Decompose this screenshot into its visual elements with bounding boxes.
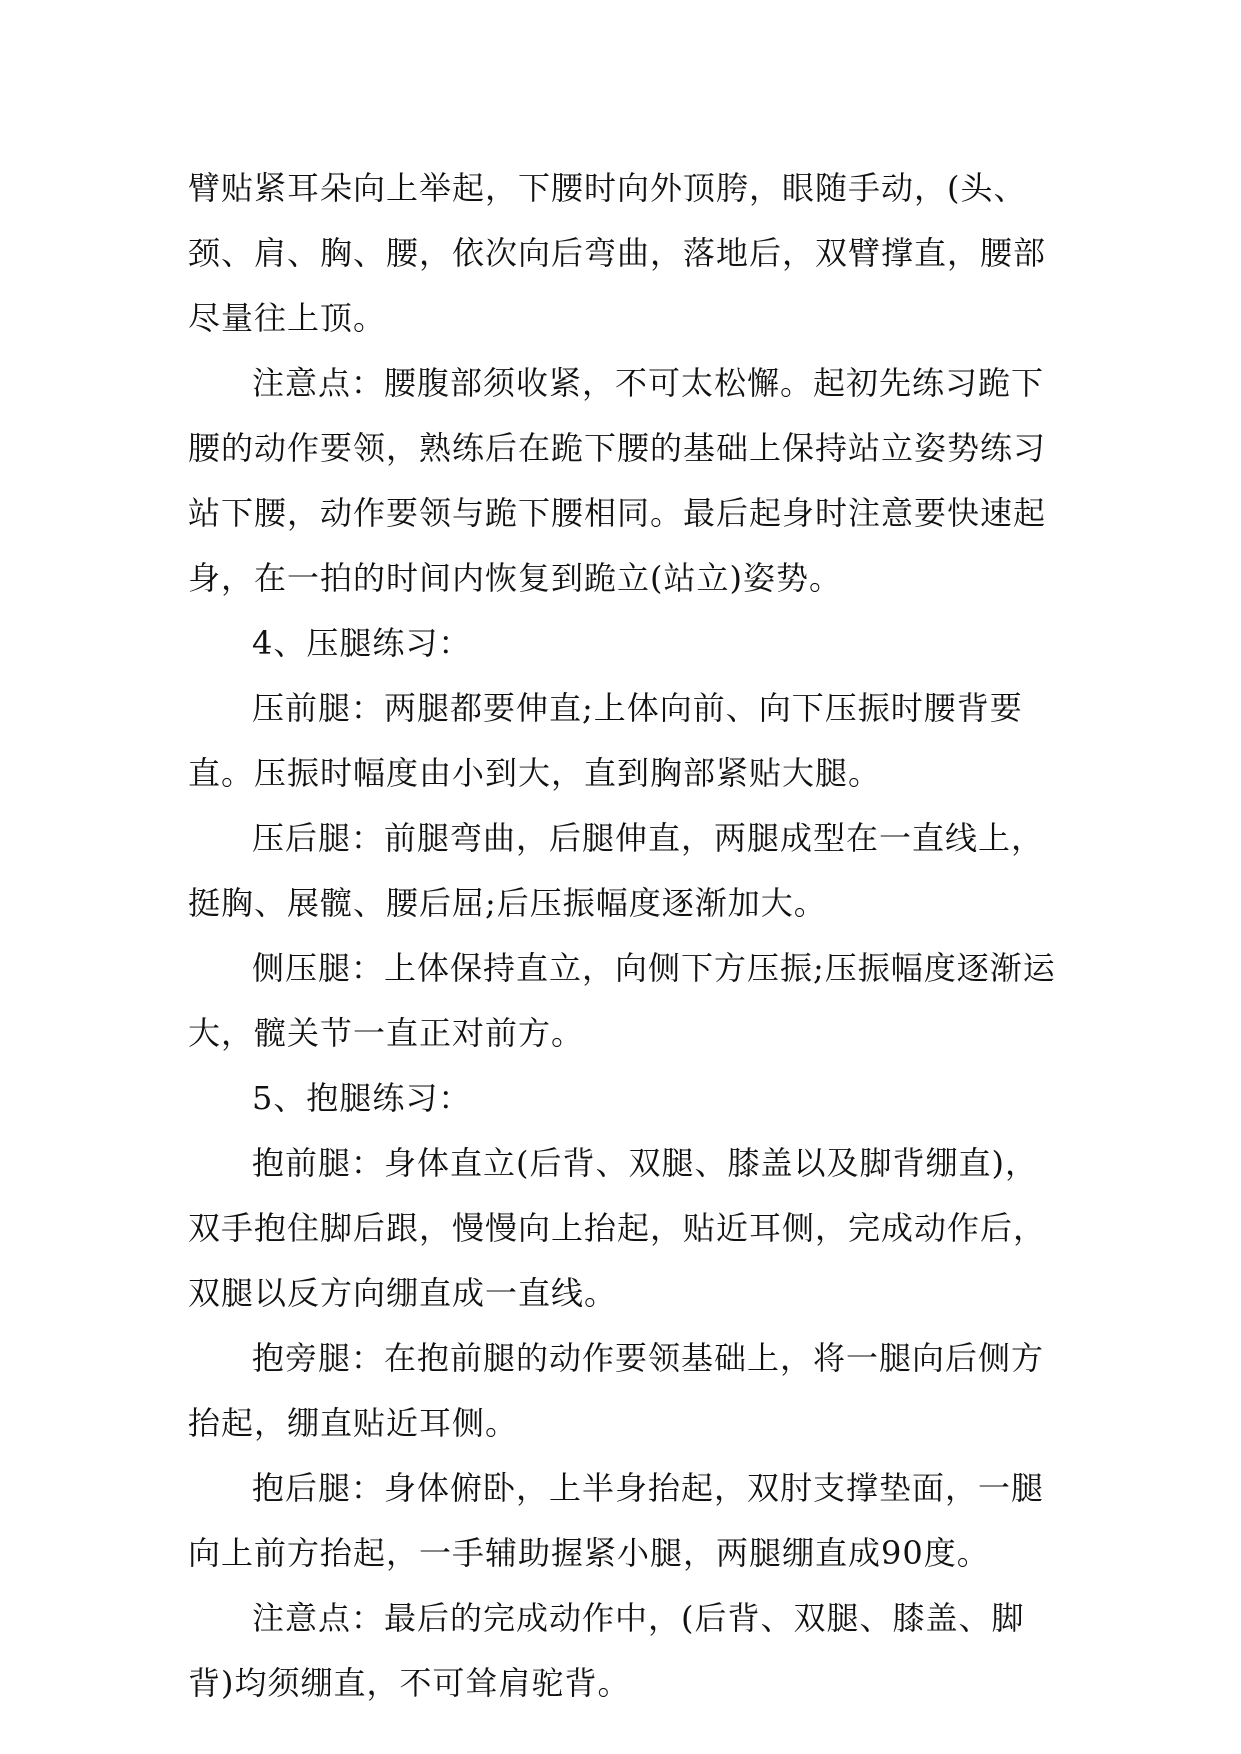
paragraph-side-leg-press: 侧压腿：上体保持直立，向侧下方压振;压振幅度逐渐运大，髋关节一直正对前方。	[188, 949, 1056, 1052]
section-heading-leg-hold: 5、抱腿练习：	[252, 1079, 472, 1117]
paragraph-side-leg-hold: 抱旁腿：在抱前腿的动作要领基础上，将一腿向后侧方抬起，绷直贴近耳侧。	[188, 1339, 1045, 1442]
document-body	[188, 156, 1056, 1716]
paragraph-back-leg-press: 压后腿：前腿弯曲，后腿伸直，两腿成型在一直线上，挺胸、展髋、腰后屈;后压振幅度逐渐加大。	[188, 819, 1045, 922]
paragraph-front-leg-hold: 抱前腿：身体直立(后背、双腿、膝盖以及脚背绷直)，双手抱住脚后跟，慢慢向上抬起，贴近耳侧，完成动作后，双腿以反方向绷直成一直线。	[188, 1144, 1047, 1312]
paragraph-leg-hold-notes: 注意点：最后的完成动作中，(后背、双腿、膝盖、脚背)均须绷直，不可耸肩驼背。	[188, 1599, 1025, 1702]
paragraph-front-leg-press: 压前腿：两腿都要伸直;上体向前、向下压振时腰背要直。压振时幅度由小到大，直到胸部紧贴大腿。	[188, 689, 1023, 792]
section-heading-leg-press: 4、压腿练习：	[252, 624, 472, 662]
paragraph-back-leg-hold: 抱后腿：身体俯卧，上半身抬起，双肘支撑垫面，一腿向上前方抬起，一手辅助握紧小腿，两腿绷直成90度。	[188, 1469, 1045, 1572]
paragraph-backbend-notes: 注意点：腰腹部须收紧，不可太松懈。起初先练习跪下腰的动作要领，熟练后在跪下腰的基础上保持站立姿势练习站下腰，动作要领与跪下腰相同。最后起身时注意要快速起身，在一拍的时间内恢复到跪立(站立)姿势。	[188, 364, 1047, 597]
paragraph-backbend-continuation: 臂贴紧耳朵向上举起，下腰时向外顶胯，眼随手动，(头、颈、肩、胸、腰，依次向后弯曲，落地后，双臂撑直，腰部尽量往上顶。	[188, 169, 1047, 337]
